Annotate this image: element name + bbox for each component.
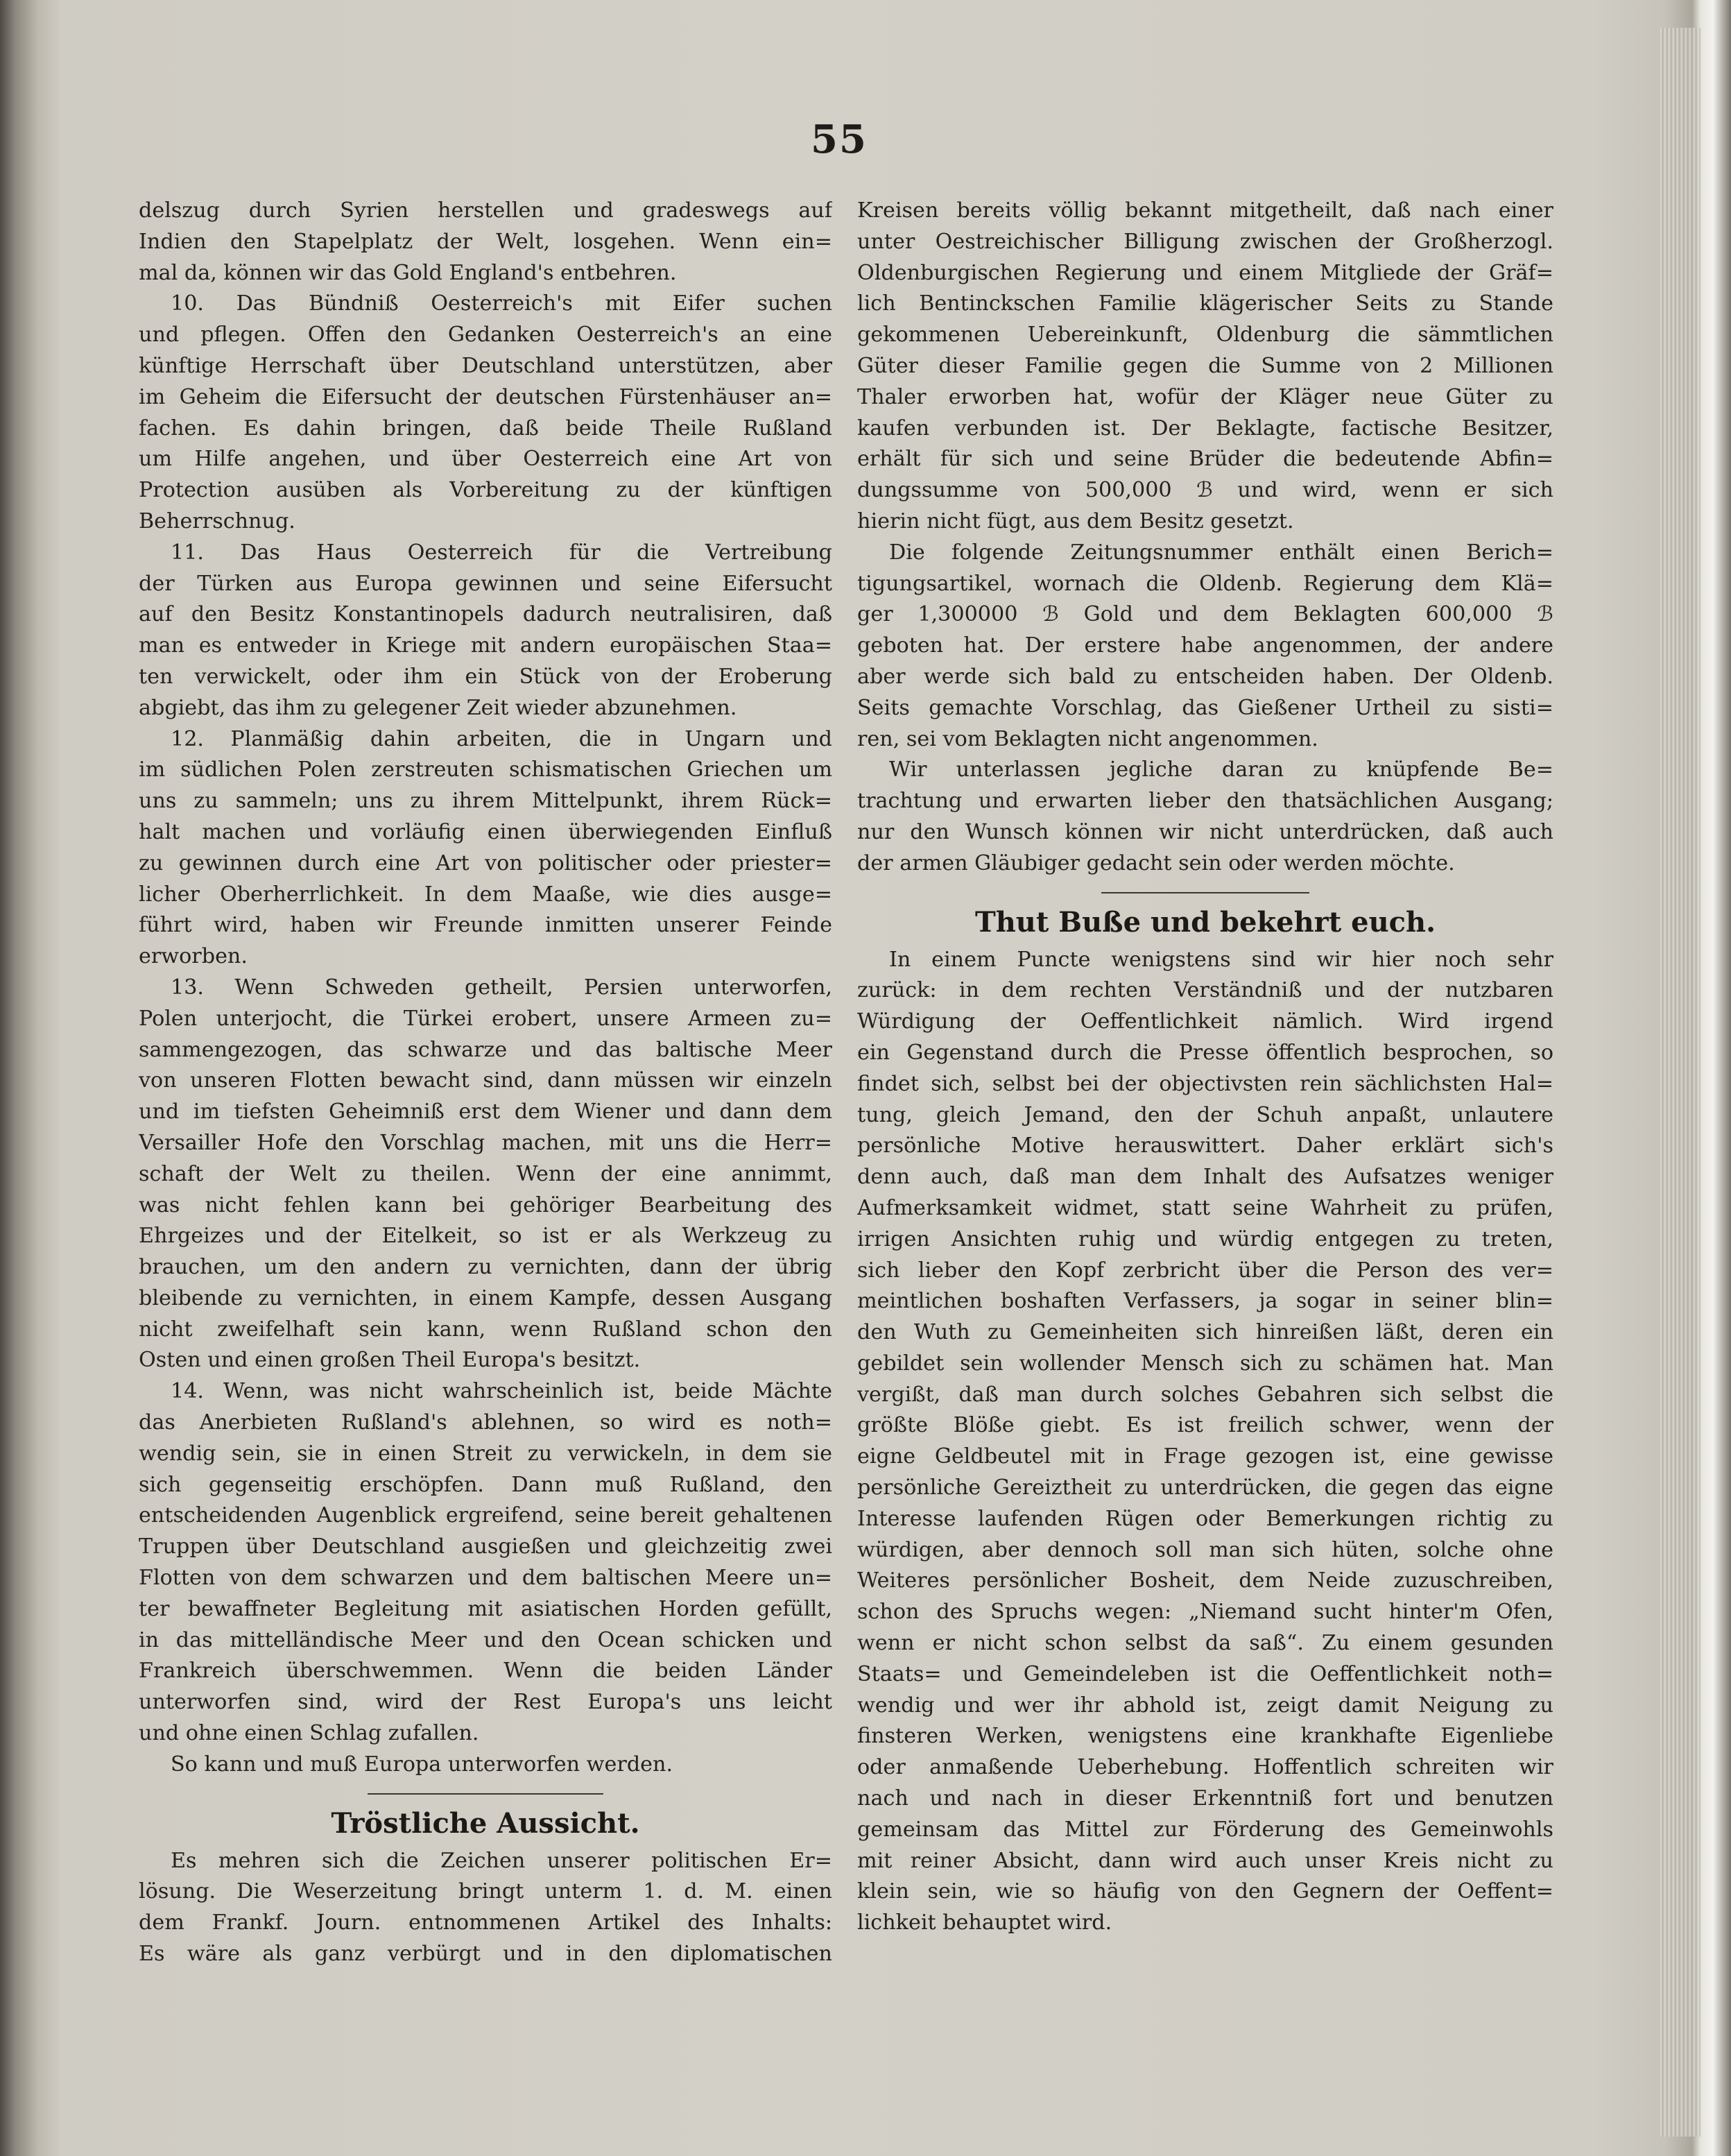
text-line: zu gewinnen durch eine Art von politischer oder priester= [139, 850, 832, 875]
text-line: klein sein, wie so häufig von den Gegnern der Oeffent= [857, 1879, 1553, 1904]
text-line: persönliche Motive herauswittert. Daher erklärt sich's [857, 1133, 1553, 1158]
text-line: 10. Das Bündniß Oesterreich's mit Eifer suchen [171, 291, 832, 316]
text-line: ter bewaffneter Begleitung mit asiatischen Horden gefüllt, [139, 1596, 832, 1621]
text-line: lichkeit behauptet wird. [857, 1910, 1112, 1935]
text-line: Oldenburgischen Regierung und einem Mitgliede der Gräf= [857, 260, 1553, 285]
left-column [139, 196, 832, 1970]
text-line: unterworfen sind, wird der Rest Europa's uns leicht [139, 1690, 832, 1715]
text-line: hierin nicht fügt, aus dem Besitz gesetzt. [857, 508, 1294, 533]
text-line: vergißt, daß man durch solches Gebahren sich selbst die [857, 1382, 1553, 1407]
text-line: geboten hat. Der erstere habe angenommen, der andere [857, 633, 1553, 658]
text-line: der Türken aus Europa gewinnen und seine Eifersucht [139, 571, 832, 596]
text-line: Thaler erworben hat, wofür der Kläger neue Güter zu [857, 384, 1553, 409]
text-line: lich Bentinckschen Familie klägerischer Seits zu Stande [857, 291, 1553, 316]
text-line: das Anerbieten Rußland's ablehnen, so wird es noth= [139, 1410, 832, 1435]
text-line: Osten und einen großen Theil Europa's besitzt. [139, 1348, 641, 1373]
text-line: gebildet sein wollender Mensch sich zu schämen hat. Man [857, 1351, 1553, 1376]
text-line: persönliche Gereiztheit zu unterdrücken, die gegen das eigne [857, 1475, 1553, 1500]
text-line: fachen. Es dahin bringen, daß beide Theile Rußland [139, 416, 832, 440]
text-line: im Geheim die Eifersucht der deutschen Fürstenhäuser an= [139, 384, 832, 409]
text-line: Die folgende Zeitungsnummer enthält einen Berich= [889, 540, 1553, 565]
text-line: wendig sein, sie in einen Streit zu verwickeln, in dem sie [139, 1441, 832, 1466]
text-line: Versailler Hofe den Vorschlag machen, mit uns die Herr= [139, 1130, 832, 1155]
text-line: Frankreich überschwemmen. Wenn die beiden Länder [139, 1659, 832, 1684]
right-article-text [857, 196, 1553, 880]
text-line: der armen Gläubiger gedacht sein oder werden möchte. [857, 850, 1455, 875]
text-line: Interesse laufenden Rügen oder Bemerkungen richtig zu [857, 1506, 1553, 1531]
page-number: 55 [811, 117, 868, 162]
text-line: Polen unterjocht, die Türkei erobert, unsere Armeen zu= [139, 1006, 832, 1031]
text-line: Protection ausüben als Vorbereitung zu der künftigen [139, 478, 832, 503]
text-line: unter Oestreichischer Billigung zwischen der Großherzogl. [857, 229, 1553, 254]
text-line: 12. Planmäßig dahin arbeiten, die in Ungarn und [171, 726, 832, 751]
text-line: gekommenen Uebereinkunft, Oldenburg die sämmtlichen [857, 323, 1553, 348]
text-line: führt wird, haben wir Freunde inmitten unserer Feinde [139, 913, 832, 938]
text-line: finsteren Werken, wenigstens eine krankhafte Eigenliebe [857, 1724, 1553, 1749]
text-line: Seits gemachte Vorschlag, das Gießener Urtheil zu sisti= [857, 695, 1553, 720]
article-heading-troestliche-aussicht: Tröstliche Aussicht. [331, 1806, 640, 1840]
text-line: ren, sei vom Beklagten nicht angenommen. [857, 726, 1318, 751]
text-line: Es mehren sich die Zeichen unserer politischen Er= [171, 1848, 832, 1873]
text-line: eigne Geldbeutel mit in Frage gezogen ist, eine gewisse [857, 1444, 1553, 1469]
text-line: Beherrschnug. [139, 508, 295, 533]
text-line: Aufmerksamkeit widmet, statt seine Wahrheit zu prüfen, [857, 1195, 1553, 1220]
text-line: mit reiner Absicht, dann wird auch unser Kreis nicht zu [857, 1848, 1553, 1873]
text-line: delszug durch Syrien herstellen und gradeswegs auf [139, 198, 832, 223]
text-line: uns zu sammeln; uns zu ihrem Mittelpunkt, ihrem Rück= [139, 789, 832, 814]
left-article-text [139, 196, 832, 1781]
left-article-text-2 [139, 1846, 832, 1970]
text-line: im südlichen Polen zerstreuten schismatischen Griechen um [139, 758, 832, 782]
text-line: Güter dieser Familie gegen die Summe von 2 Millionen [857, 353, 1553, 378]
text-line: Staats= und Gemeindeleben ist die Oeffentlichkeit noth= [857, 1661, 1553, 1686]
text-line: Truppen über Deutschland ausgießen und gleichzeitig zwei [139, 1534, 832, 1559]
text-line: tigungsartikel, wornach die Oldenb. Regierung dem Klä= [857, 571, 1553, 596]
text-line: ein Gegenstand durch die Presse öffentlich besprochen, so [857, 1040, 1553, 1065]
text-line: und pflegen. Offen den Gedanken Oesterreich's an eine [139, 323, 832, 348]
section-divider [368, 1793, 603, 1795]
text-line: Würdigung der Oeffentlichkeit nämlich. Wird irgend [857, 1009, 1553, 1034]
text-line: Es wäre als ganz verbürgt und in den diplomatischen [139, 1942, 832, 1967]
text-line: findet sich, selbst bei der objectivsten rein sächlichsten Hal= [857, 1071, 1553, 1096]
text-line: erworben. [139, 944, 248, 969]
text-line: wenn er nicht schon selbst da saß“. Zu einem gesunden [857, 1631, 1553, 1656]
text-line: künftige Herrschaft über Deutschland unterstützen, aber [139, 353, 832, 378]
text-line: sammengezogen, das schwarze und das baltische Meer [139, 1037, 832, 1062]
text-line: kaufen verbunden ist. Der Beklagte, factische Besitzer, [857, 416, 1553, 440]
text-line: nicht zweifelhaft sein kann, wenn Rußland schon den [139, 1317, 832, 1342]
text-line: den Wuth zu Gemeinheiten sich hinreißen läßt, deren ein [857, 1320, 1553, 1345]
text-line: in das mittelländische Meer und den Ocean schicken und [139, 1627, 832, 1652]
text-line: sich lieber den Kopf zerbricht über die Person des ver= [857, 1258, 1553, 1283]
text-line: größte Blöße giebt. Es ist freilich schwer, wenn der [857, 1413, 1553, 1438]
article-heading-thut-busse: Thut Buße und bekehrt euch. [974, 905, 1436, 939]
text-line: tung, gleich Jemand, den der Schuh anpaßt, unlautere [857, 1102, 1553, 1127]
text-line: würdigen, aber dennoch soll man sich hüten, solche ohne [857, 1537, 1553, 1562]
text-line: und ohne einen Schlag zufallen. [139, 1721, 479, 1746]
text-line: um Hilfe angehen, und über Oesterreich eine Art von [139, 447, 832, 472]
text-line: 14. Wenn, was nicht wahrscheinlich ist, beide Mächte [171, 1379, 832, 1404]
text-line: ger 1,300000 ℬ Gold und dem Beklagten 600,000 ℬ [857, 602, 1553, 627]
text-line: halt machen und vorläufig einen überwiegenden Einfluß [139, 819, 832, 844]
text-line: was nicht fehlen kann bei gehöriger Bearbeitung des [139, 1192, 832, 1217]
text-line: entscheidenden Augenblick ergreifend, seine bereit gehaltenen [139, 1503, 832, 1528]
text-line: gemeinsam das Mittel zur Förderung des Gemeinwohls [857, 1817, 1553, 1842]
text-line: Flotten von dem schwarzen und dem baltischen Meere un= [139, 1566, 832, 1591]
text-line: In einem Puncte wenigstens sind wir hier noch sehr [889, 947, 1553, 972]
text-line: irrigen Ansichten ruhig und würdig entgegen zu treten, [857, 1226, 1553, 1251]
text-line: denn auch, daß man dem Inhalt des Aufsatzes weniger [857, 1165, 1553, 1190]
text-line: brauchen, um den andern zu vernichten, dann der übrig [139, 1255, 832, 1280]
text-line: bleibende zu vernichten, in einem Kampfe, dessen Ausgang [139, 1285, 832, 1310]
text-line: und im tiefsten Geheimniß erst dem Wiener und dann dem [139, 1100, 832, 1124]
right-column [857, 196, 1553, 1939]
text-line: zurück: in dem rechten Verständniß und der nutzbaren [857, 978, 1553, 1003]
text-line: mal da, können wir das Gold England's entbehren. [139, 260, 677, 285]
text-line: 13. Wenn Schweden getheilt, Persien unterworfen, [171, 975, 832, 1000]
text-line: nur den Wunsch können wir nicht unterdrücken, daß auch [857, 819, 1553, 844]
text-line: meintlichen boshaften Verfassers, ja sogar in seiner blin= [857, 1289, 1553, 1314]
text-line: So kann und muß Europa unterworfen werden. [171, 1752, 673, 1777]
text-line: schon des Spruchs wegen: „Niemand sucht hinter'm Ofen, [857, 1600, 1553, 1625]
text-line: nach und nach in dieser Erkenntniß fort und benutzen [857, 1786, 1553, 1811]
text-line: 11. Das Haus Oesterreich für die Vertreibung [171, 540, 832, 565]
text-line: man es entweder in Kriege mit andern europäischen Staa= [139, 633, 832, 658]
text-line: Kreisen bereits völlig bekannt mitgetheilt, daß nach einer [857, 198, 1553, 223]
text-line: ten verwickelt, oder ihm ein Stück von der Eroberung [139, 664, 832, 689]
section-divider [1101, 892, 1309, 893]
text-line: schaft der Welt zu theilen. Wenn der eine annimmt, [139, 1161, 832, 1186]
text-line: erhält für sich und seine Brüder die bedeutende Abfin= [857, 447, 1553, 472]
text-line: trachtung und erwarten lieber den thatsächlichen Ausgang; [857, 789, 1553, 814]
text-line: Wir unterlassen jegliche daran zu knüpfende Be= [889, 758, 1553, 782]
text-line: wendig und wer ihr abhold ist, zeigt damit Neigung zu [857, 1693, 1553, 1718]
text-line: aber werde sich bald zu entscheiden haben. Der Oldenb. [857, 664, 1553, 689]
text-line: dungssumme von 500,000 ℬ und wird, wenn er sich [857, 478, 1553, 503]
text-line: Ehrgeizes und der Eitelkeit, so ist er als Werkzeug zu [139, 1224, 832, 1249]
right-article-text-2 [857, 945, 1553, 1940]
text-line: oder anmaßende Ueberhebung. Hoffentlich schreiten wir [857, 1755, 1553, 1780]
text-line: sich gegenseitig erschöpfen. Dann muß Rußland, den [139, 1472, 832, 1497]
text-line: von unseren Flotten bewacht sind, dann müssen wir einzeln [139, 1068, 832, 1093]
page-stack-edge [1659, 28, 1700, 2137]
text-line: Indien den Stapelplatz der Welt, losgehen. Wenn ein= [139, 229, 832, 254]
text-line: auf den Besitz Konstantinopels dadurch neutralisiren, daß [139, 602, 832, 627]
text-line: abgiebt, das ihm zu gelegener Zeit wieder abzunehmen. [139, 695, 737, 720]
text-line: dem Frankf. Journ. entnommenen Artikel des Inhalts: [139, 1910, 832, 1935]
text-line: lösung. Die Weserzeitung bringt unterm 1. d. M. einen [139, 1879, 832, 1904]
text-line: Weiteres persönlicher Bosheit, dem Neide zuzuschreiben, [857, 1568, 1553, 1593]
text-line: licher Oberherrlichkeit. In dem Maaße, wie dies ausge= [139, 882, 832, 907]
